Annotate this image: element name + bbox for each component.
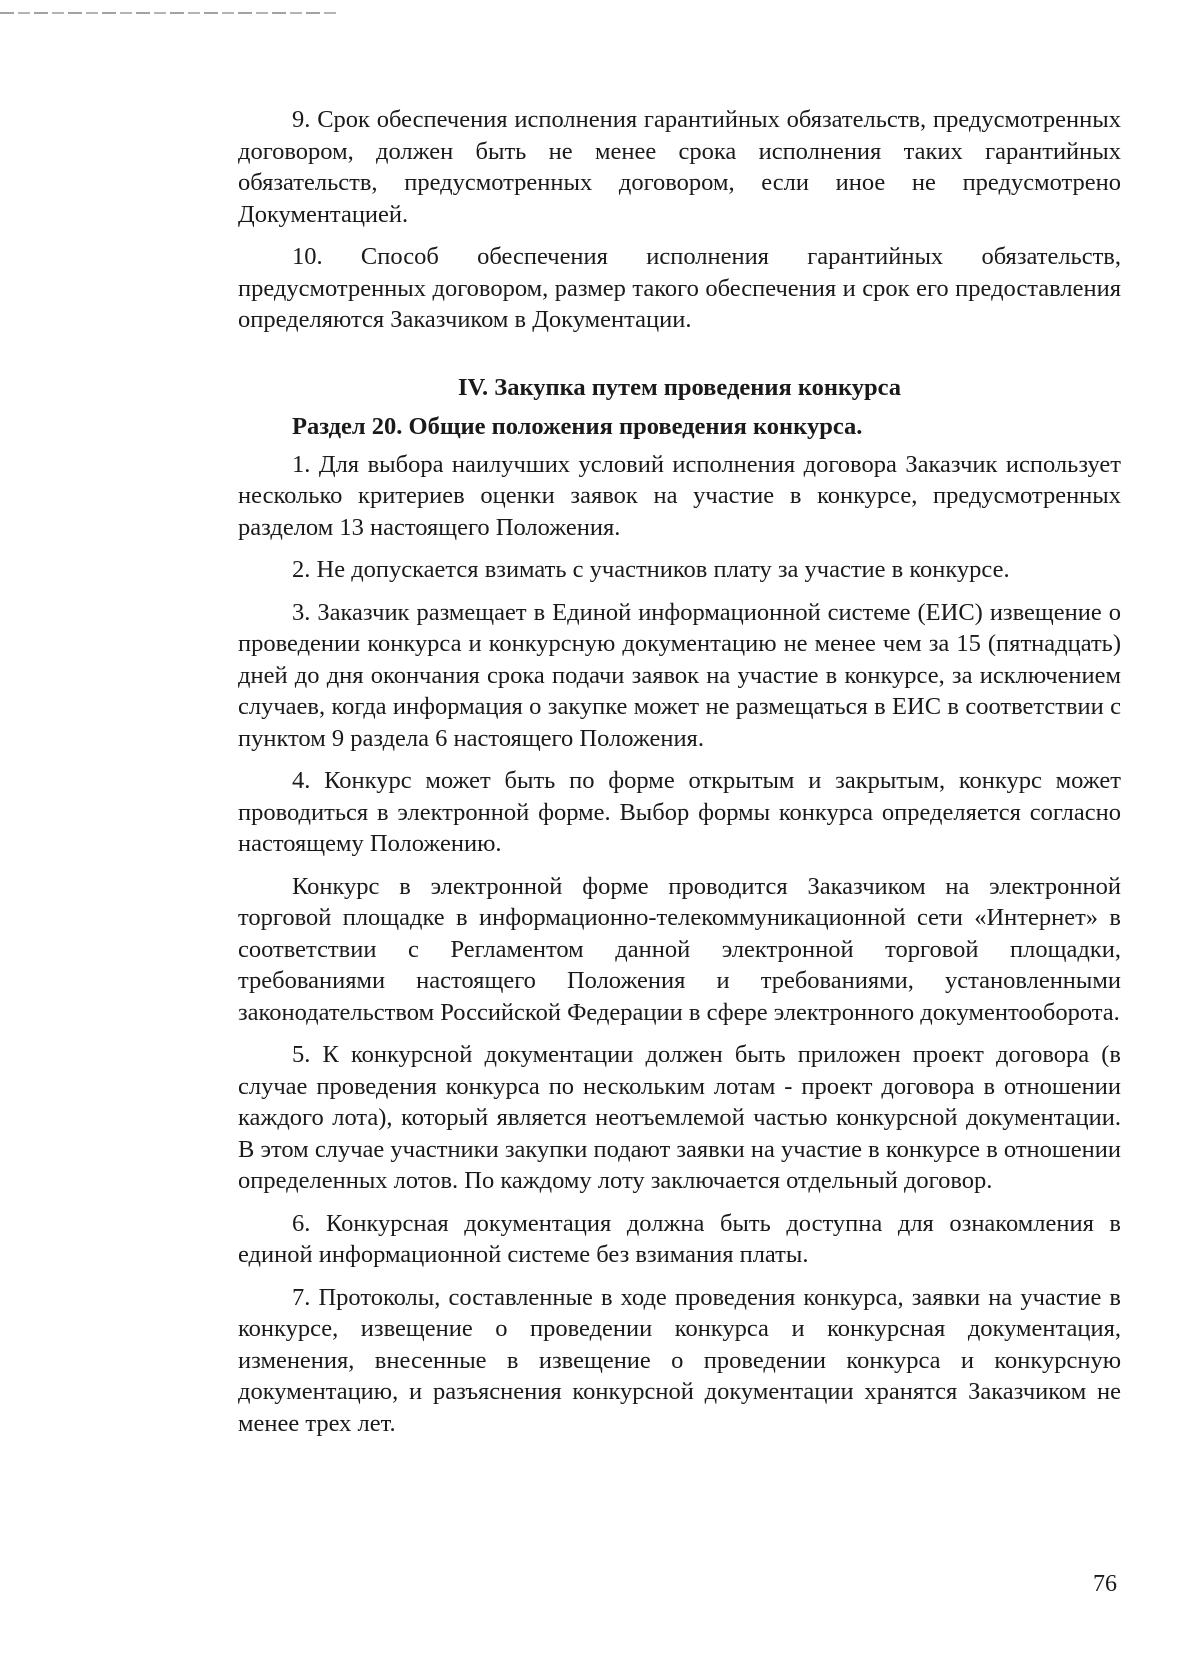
- section-paragraph-3: 3. Заказчик размещает в Единой информационной системе (ЕИС) извещение о проведении конкурса и конкурсную документацию не менее чем за 15 (пятнадцать) дней до дня окончания срока подачи заявок на участие в конкурсе, за исключением случаев, когда информация о закупке может не размещаться в ЕИС в соответствии с пунктом 9 раздела 6 настоящего Положения.: [238, 598, 1121, 752]
- paragraph-9: 9. Срок обеспечения исполнения гарантийных обязательств, предусмотренных договором, должен быть не менее срока исполнения таких гарантийных обязательств, предусмотренных договором, если иное не предусмотрено Документацией.: [238, 106, 1121, 228]
- section-paragraph-2: 2. Не допускается взимать с участников плату за участие в конкурсе.: [292, 556, 1010, 583]
- section-paragraph-7: 7. Протоколы, составленные в ходе проведения конкурса, заявки на участие в конкурсе, извещение о проведении конкурса и конкурсная документация, изменения, внесенные в извещение о проведении конкурса и конкурсную документацию, и разъяснения конкурсной документации хранятся Заказчиком не менее трех лет.: [238, 1283, 1121, 1437]
- section-paragraph-4: 4. Конкурс может быть по форме открытым и закрытым, конкурс может проводиться в электронной форме. Выбор формы конкурса определяется согласно настоящему Положению.: [238, 767, 1121, 857]
- section-paragraph-1: 1. Для выбора наилучших условий исполнения договора Заказчик использует несколько критериев оценки заявок на участие в конкурсе, предусмотренных разделом 13 настоящего Положения.: [238, 450, 1121, 541]
- page-number: 76: [1093, 1571, 1117, 1597]
- section-paragraph-5: 5. К конкурсной документации должен быть приложен проект договора (в случае проведения конкурса по нескольким лотам - проект договора в отношении каждого лота), который является неотъемлемой частью конкурсной документации. В этом случае участники закупки подают заявки на участие в конкурсе в отношении определенных лотов. По каждому лоту заключается отдельный договор.: [238, 1041, 1121, 1194]
- document-page: [238, 104, 1121, 1450]
- scan-artifact-line: [0, 12, 340, 14]
- chapter-title: IV. Закупка путем проведения конкурса: [457, 373, 902, 401]
- section-paragraph-4-electronic: Конкурс в электронной форме проводится Заказчиком на электронной торговой площадке в информационно-телекоммуникационной сети «Интернет» в соответствии с Регламентом данной электронной торговой площадки, требованиями настоящего Положения и требованиями, установленными законодательством Российской Федерации в сфере электронного документооборота.: [238, 872, 1121, 1026]
- section-paragraph-6: 6. Конкурсная документация должна быть доступна для ознакомления в единой информационной системе без взимания платы.: [238, 1209, 1121, 1268]
- paragraph-10: 10. Способ обеспечения исполнения гарантийных обязательств, предусмотренных договором, размер такого обеспечения и срок его предоставления определяются Заказчиком в Документации.: [238, 243, 1121, 333]
- section-title: Раздел 20. Общие положения проведения конкурса.: [292, 413, 863, 440]
